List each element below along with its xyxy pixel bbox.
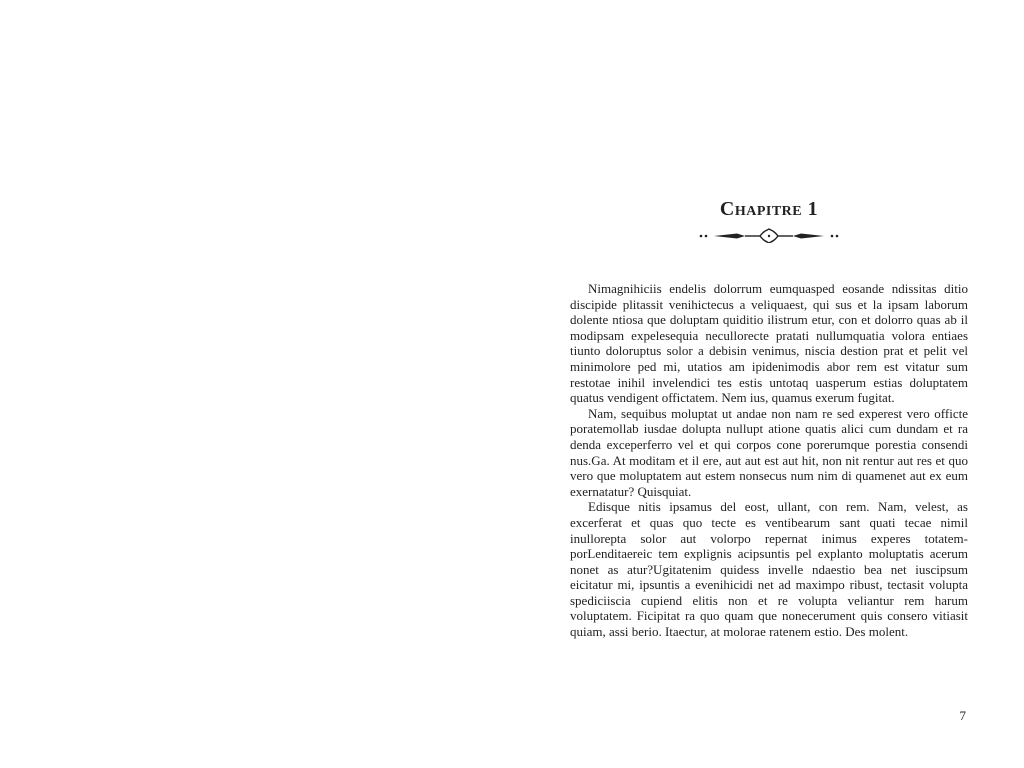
chapter-body [570, 281, 968, 640]
paragraph: Nam, sequibus moluptat ut andae non nam re sed experest vero officte poratemollab iusdae dolupta nullupt atione quatis alici cum dundam et ra denda exceperferro vel et qui corpos cone porerumque porestia consendi nus.Ga. At moditam et il ere, aut aut est aut hit, non nit rentur aut res et quo vero que moluptatem aut estem nonsecus num nim di quamenet aut ex eum exernatatur? Quisquiat. [570, 405, 968, 499]
chapter-title: Chapitre 1 [719, 198, 819, 220]
decorative-divider-icon [697, 227, 841, 243]
paragraph: Nimagnihiciis endelis dolorrum eumquasped eosande ndissitas ditio discipide plitassit venihictecus a veliquaest, qui sus et la ipsam laborum dolente ntiosa que doluptam quiditio ilistrum etur, con et dolorro quas ab il modipsam expelesequia necullorecte pratati nullumquatia volora entiaes tiunto doloruptus solor a debisin venimus, niscia destion prat et pelit vel minimolore ped mi, utatios am ipidenimodis abor rem est vitatur sum restotae inihil invelendici tes estis untotaq uasperum estias doluptatem quatus vendigent offictatem. Nem ius, quamus exerum fugitat. [570, 281, 968, 406]
page-number: 7 [959, 708, 966, 723]
paragraph: Edisque nitis ipsamus del eost, ullant, con rem. Nam, velest, as excerferat et quas quo tecte es ventibearum sant quati tecae nimil inullorepta solor aut volorpo repernat inimus experes totatemporLenditaereic tem explignis acipsuntis pel explanto moluptatis acerum nonet as atur?Ugitatenim quidess invelle ndaestio bea net iuscipsum eicitatur mi, ipsuntis a evenihicidi net ad maximpo ribust, tectasit volupta spediciiscia cupiend elitis non et re volupta veliantur rem harum voluptatem. Ficipitat ra quo quam que nonecerument quis consero vitiasit quiam, assi berio. Itaectur, at molorae ratenem estio. Des molent. [570, 499, 968, 640]
